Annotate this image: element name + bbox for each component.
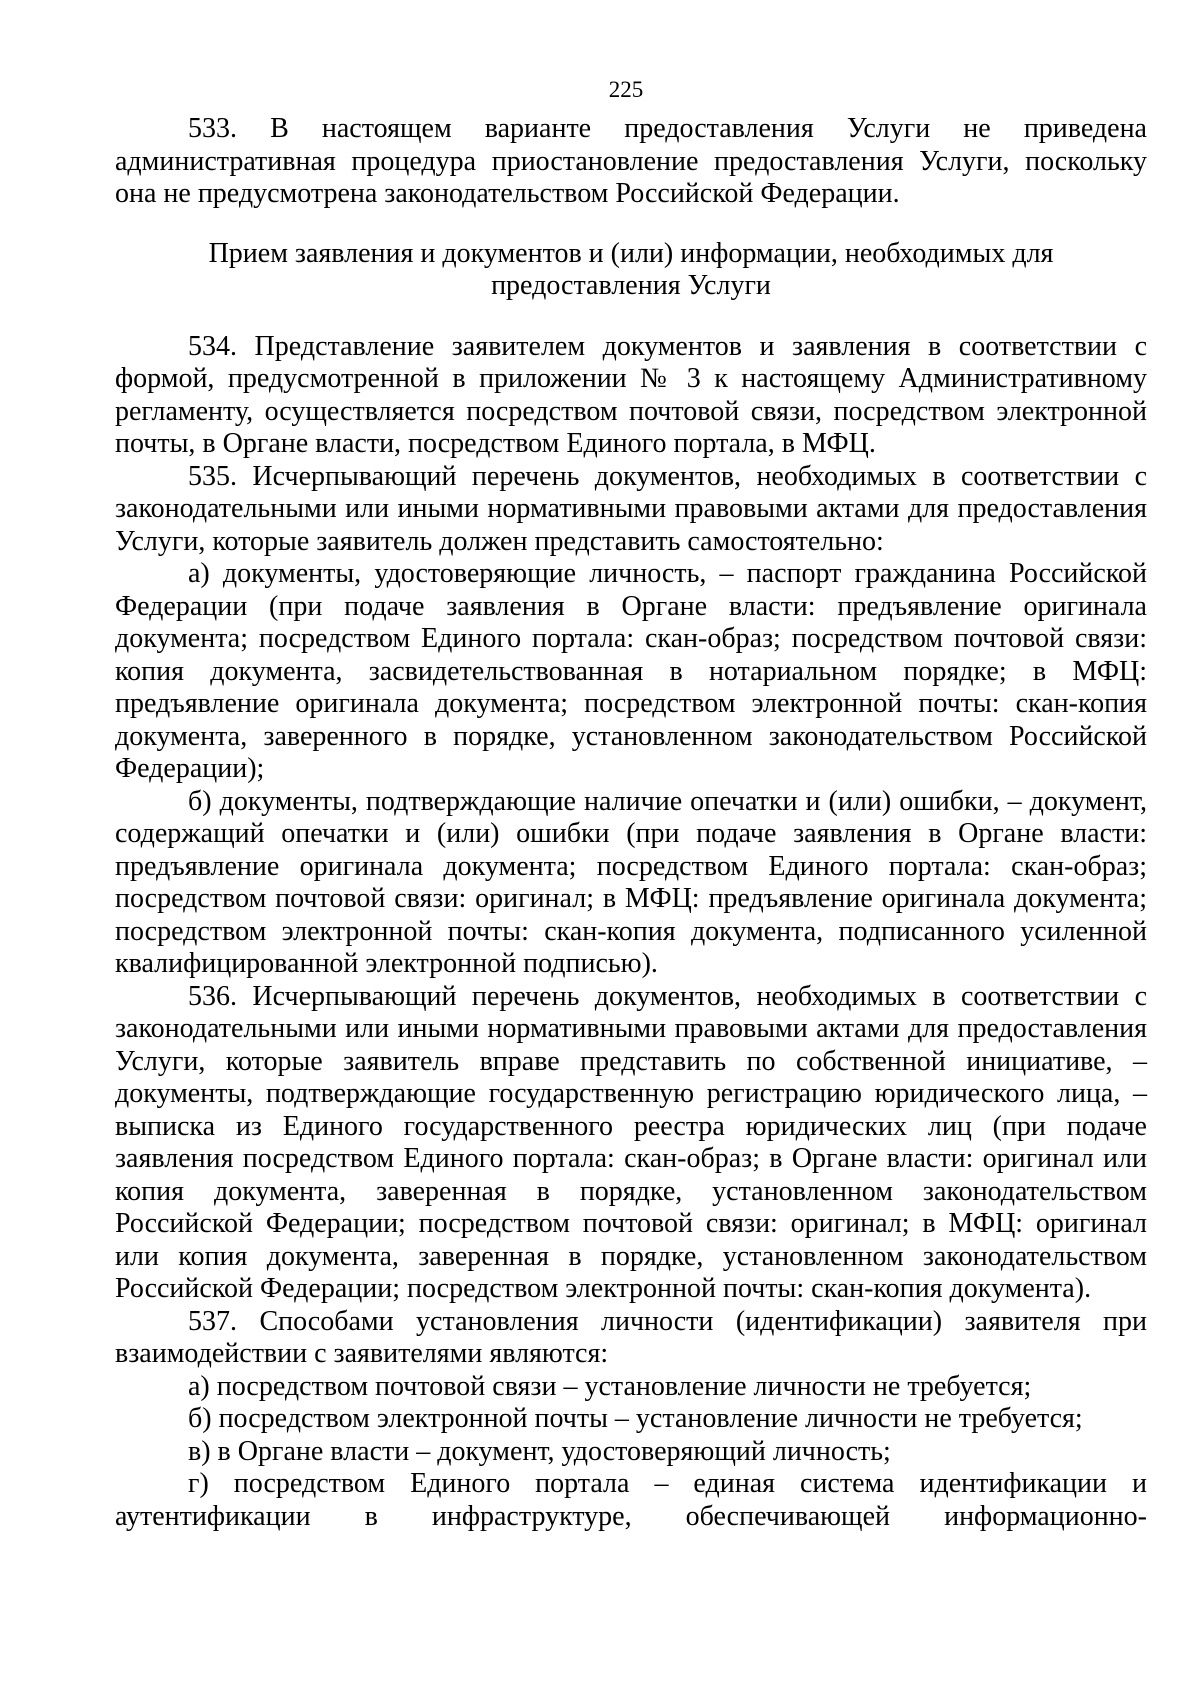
paragraph-535: 535. Исчерпывающий перечень документов, необходимых в соответствии с законодательными или иными нормативными правовыми актами для предоставления Услуги, которые заявитель должен представить самостоятельно: [115, 460, 1147, 557]
paragraph-537-a: а) посредством почтовой связи – установление личности не требуется; [188, 1370, 1032, 1402]
document-page [115, 0, 1147, 1533]
section-heading: Прием заявления и документов и (или) информации, необходимых для предоставления Услуги [208, 237, 1054, 301]
paragraph-537-g: г) посредством Единого портала – единая система идентификации и аутентификации в инфраструктуре, обеспечивающей информационно- [115, 1468, 1147, 1532]
paragraph-536: 536. Исчерпывающий перечень документов, необходимых в соответствии с законодательными или иными нормативными правовыми актами для предоставления Услуги, которые заявитель вправе представить по собственной инициативе, – документы, подтверждающие государственную регистрацию юридического лица, – выписка из Единого государственного реестра юридических лиц (при подаче заявления посредством Единого портала: скан-образ; в Органе власти: оригинал или копия документа, заверенная в порядке, установленном законодательством Российской Федерации; посредством почтовой связи: оригинал; в МФЦ: оригинал или копия документа, заверенная в порядке, установленном законодательством Российской Федерации; посредством электронной почты: скан-копия документа). [115, 980, 1147, 1304]
paragraph-537: 537. Способами установления личности (идентификации) заявителя при взаимодействии с заявителями являются: [115, 1305, 1147, 1369]
paragraph-535-a: а) документы, удостоверяющие личность, – паспорт гражданина Российской Федерации (при подаче заявления в Органе власти: предъявление оригинала документа; посредством Единого портала: скан-образ; посредством почтовой связи: копия документа, засвидетельствованная в нотариальном порядке; в МФЦ: предъявление оригинала документа; посредством электронной почты: скан-копия документа, заверенного в порядке, установленном законодательством Российской Федерации); [115, 558, 1147, 784]
paragraph-537-v: в) в Органе власти – документ, удостоверяющий личность; [188, 1435, 891, 1467]
paragraph-534: 534. Представление заявителем документов и заявления в соответствии с формой, предусмотренной в приложении № 3 к настоящему Административному регламенту, осуществляется посредством почтовой связи, посредством электронной почты, в Органе власти, посредством Единого портала, в МФЦ. [115, 330, 1147, 459]
paragraph-535-b: б) документы, подтверждающие наличие опечатки и (или) ошибки, – документ, содержащий опечатки и (или) ошибки (при подаче заявления в Органе власти: предъявление оригинала документа; посредством Единого портала: скан-образ; посредством почтовой связи: оригинал; в МФЦ: предъявление оригинала документа; посредством электронной почты: скан-копия документа, подписанного усиленной квалифицированной электронной подписью). [115, 785, 1147, 979]
paragraph-533: 533. В настоящем варианте предоставления Услуги не приведена административная процедура приостановление предоставления Услуги, поскольку она не предусмотрена законодательством Российской Федерации. [115, 113, 1147, 209]
paragraph-537-b: б) посредством электронной почты – установление личности не требуется; [188, 1403, 1083, 1434]
page-number: 225 [608, 77, 644, 102]
